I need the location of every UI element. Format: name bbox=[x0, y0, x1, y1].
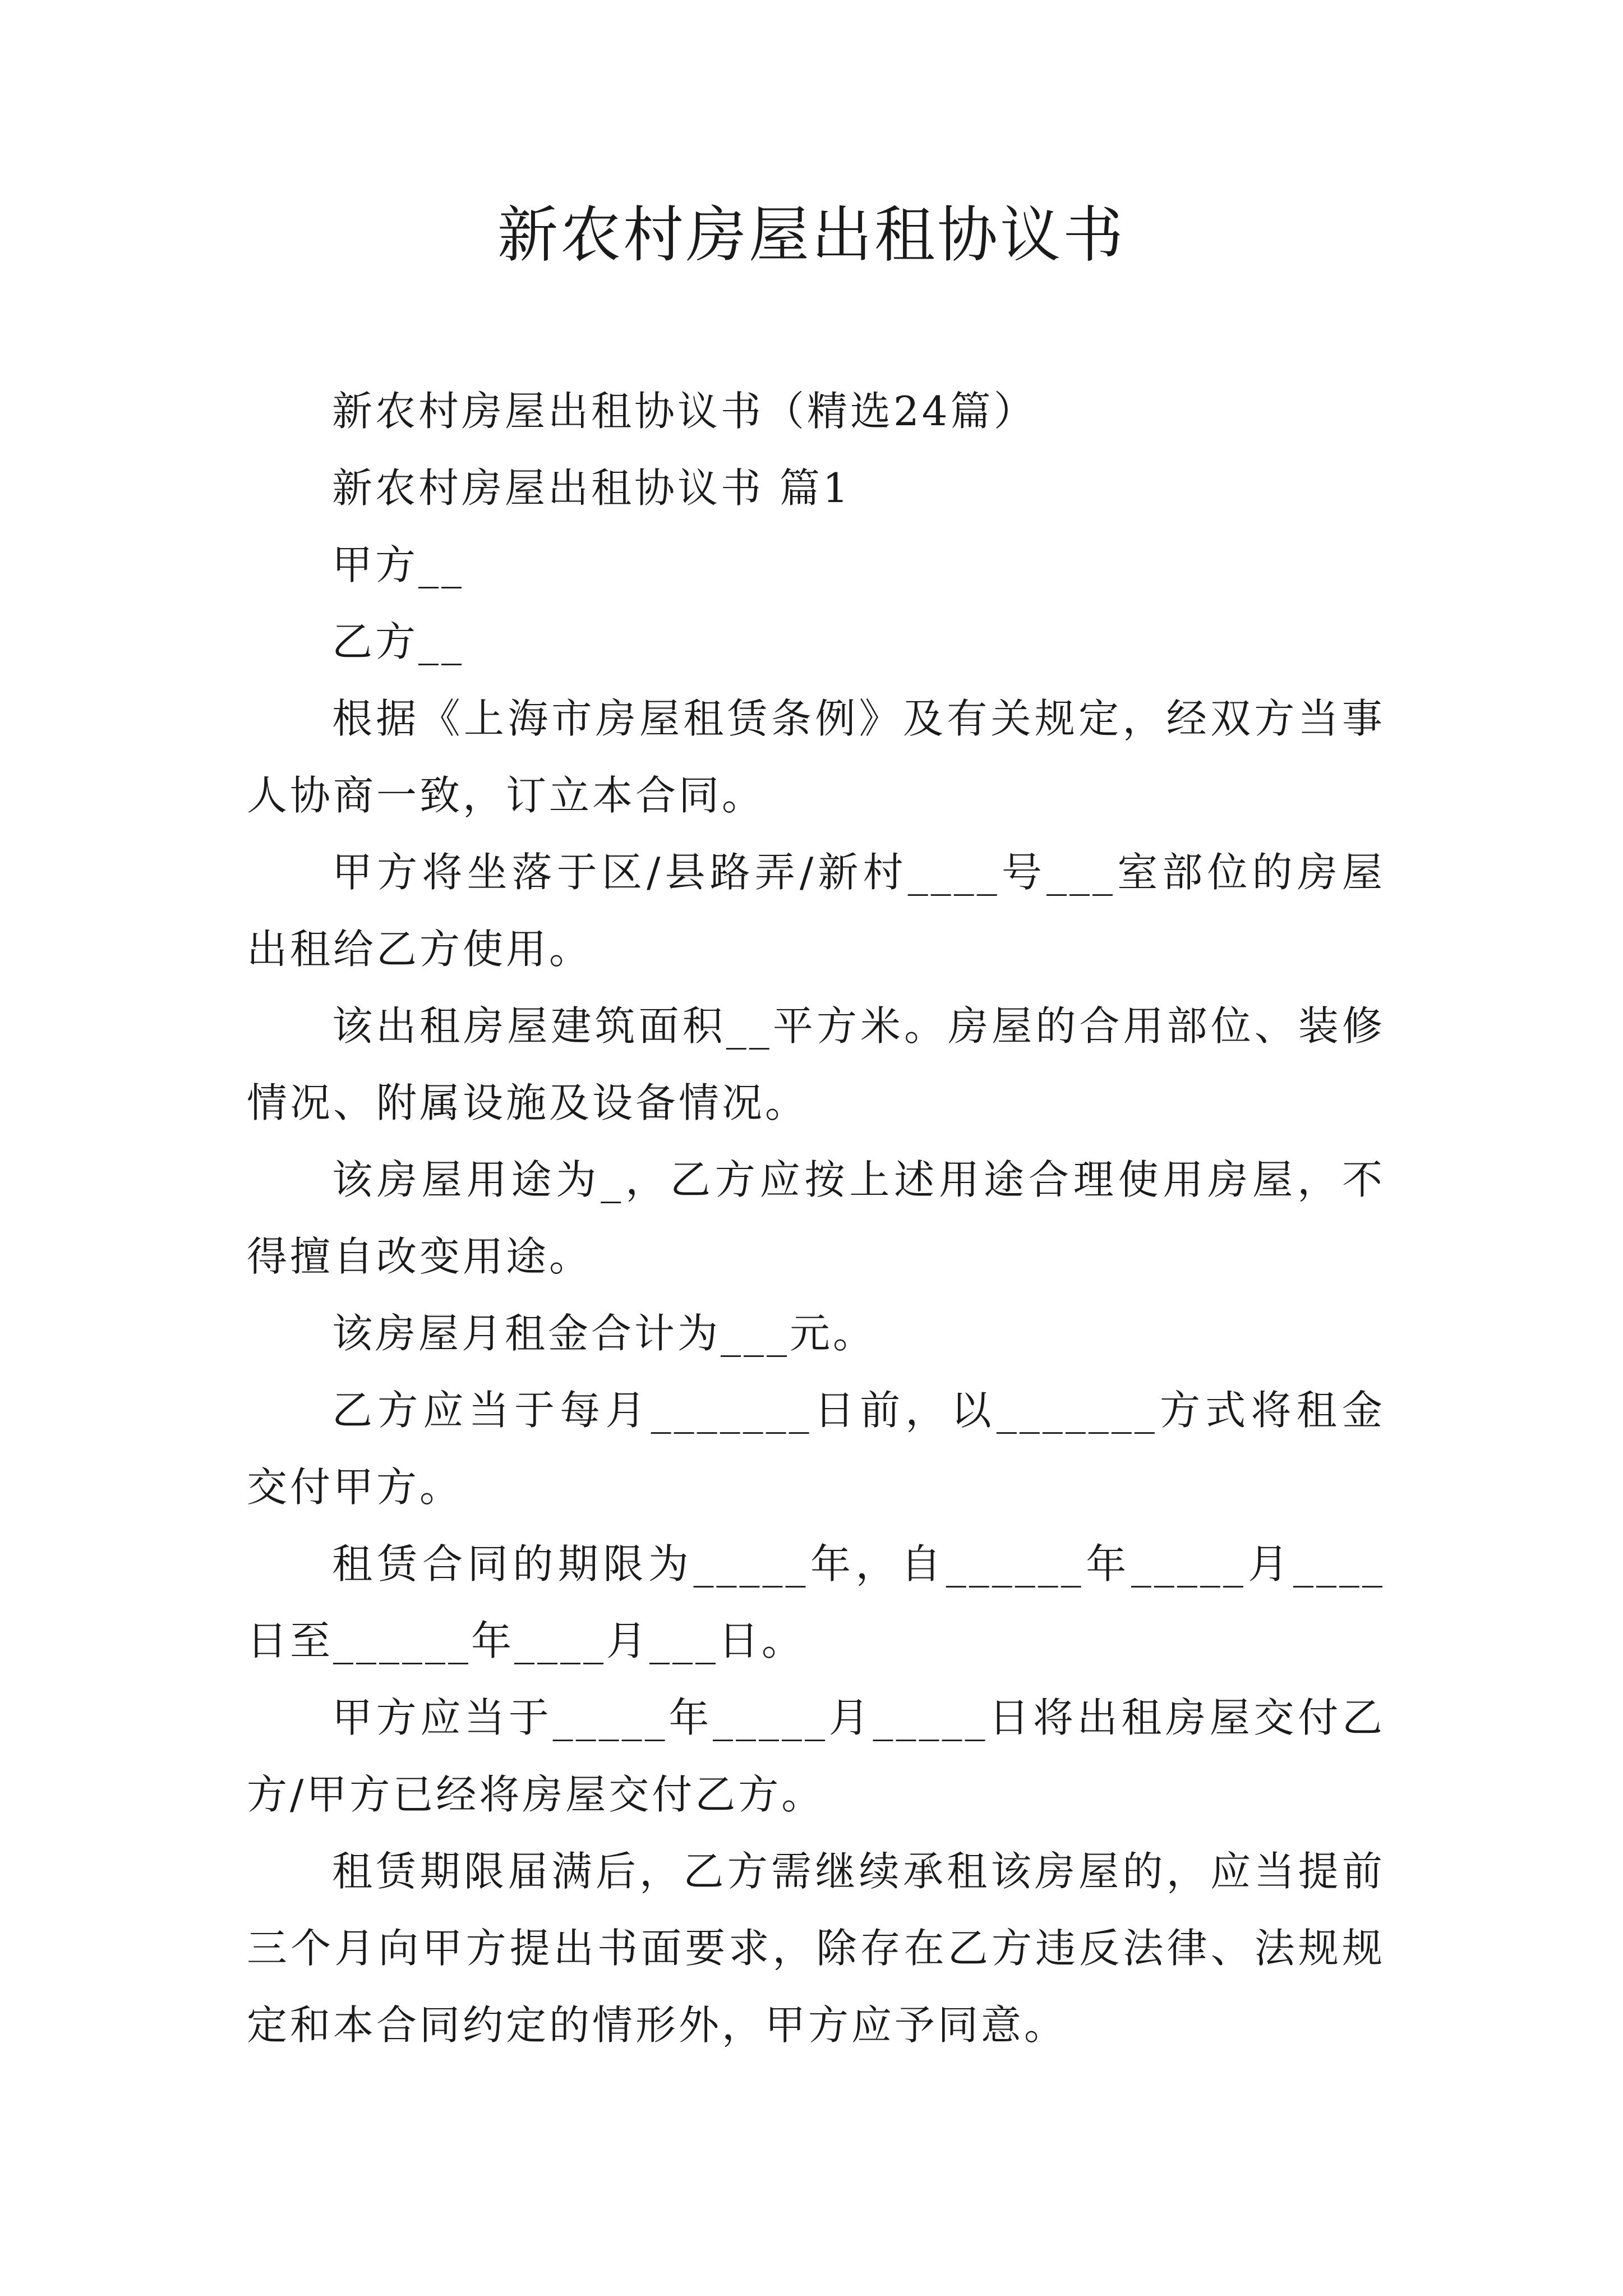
document-body bbox=[247, 373, 1385, 2064]
handover-paragraph: 甲方应当于_____年_____月_____日将出租房屋交付乙方/甲方已经将房屋交付乙方。 bbox=[247, 1694, 1385, 1818]
property-area-paragraph: 该出租房屋建筑面积__平方米。房屋的合用部位、装修情况、附属设施及设备情况。 bbox=[247, 1002, 1385, 1126]
preamble-paragraph: 根据《上海市房屋租赁条例》及有关规定，经双方当事人协商一致，订立本合同。 bbox=[247, 695, 1385, 819]
lease-term-paragraph: 租赁合同的期限为_____年，自______年_____月____日至______年____月___日。 bbox=[247, 1540, 1385, 1664]
party-a-line: 甲方__ bbox=[332, 541, 465, 588]
document-title: 新农村房屋出租协议书 bbox=[497, 200, 1126, 270]
payment-method-paragraph: 乙方应当于每月_______日前，以_______方式将租金交付甲方。 bbox=[247, 1387, 1385, 1511]
subtitle-paragraph: 新农村房屋出租协议书（精选24篇） bbox=[332, 388, 1037, 435]
property-use-paragraph: 该房屋用途为_，乙方应按上述用途合理使用房屋，不得擅自改变用途。 bbox=[247, 1156, 1385, 1280]
party-b-line: 乙方__ bbox=[332, 618, 465, 665]
section-heading: 新农村房屋出租协议书 篇1 bbox=[332, 464, 851, 512]
renewal-paragraph: 租赁期限届满后，乙方需继续承租该房屋的，应当提前三个月向甲方提出书面要求，除存在乙方违反法律、法规规定和本合同约定的情形外，甲方应予同意。 bbox=[247, 1848, 1385, 2049]
property-location-paragraph: 甲方将坐落于区/县路弄/新村____号___室部位的房屋出租给乙方使用。 bbox=[247, 849, 1385, 973]
rent-amount-paragraph: 该房屋月租金合计为___元。 bbox=[332, 1310, 877, 1357]
